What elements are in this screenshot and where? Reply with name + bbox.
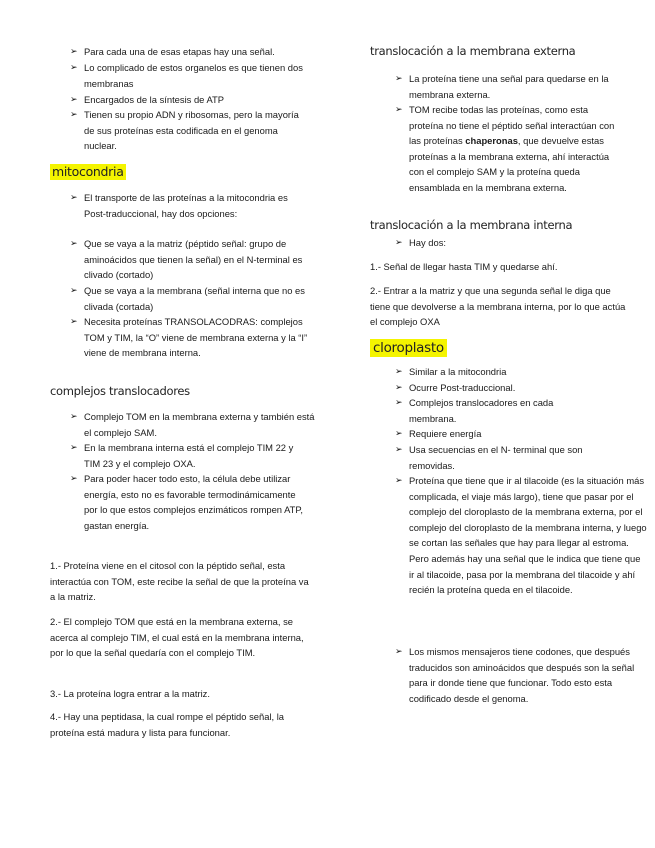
list-item: ➢ Los mismos mensajeros tiene codones, que después traducidos son aminoácidos que después son la señal para ir donde tiene que funcionar. Todo esto esta codificado desde el genoma. (395, 644, 635, 706)
list-item: ➢ Que se vaya a la membrana (señal interna que no es clivada (cortada) (70, 283, 310, 314)
list-item: ➢ El transporte de las proteínas a la mitocondria es Post-traduccional, hay dos opciones: (70, 190, 302, 221)
step-paragraph: 1.- Proteína viene en el citosol con la péptido señal, esta interactúa con TOM, este recibe la señal de que la proteína va a la matriz. (50, 560, 309, 603)
list-item: ➢ Tienen su propio ADN y ribosomas, pero la mayoría de sus proteínas esta codificada en el genoma nuclear. (70, 107, 310, 154)
list-item: ➢ Lo complicado de estos organelos es que tienen dos membranas (70, 60, 310, 91)
arrow-bullet-icon: ➢ (70, 285, 78, 295)
arrow-bullet-icon: ➢ (70, 62, 78, 72)
arrow-bullet-icon: ➢ (70, 109, 78, 119)
list-item: ➢ Ocurre Post-traduccional. (395, 380, 625, 396)
list-item: ➢ TOM recibe todas las proteínas, como esta proteína no tiene el péptido señal interactúan con las proteínas chaperonas, que devuelve estas proteínas a la membrana externa, ahí interactúa con el complejo SAM y la proteína queda ensamblada en la membrana externa. (395, 102, 625, 196)
step-paragraph: 1.- Señal de llegar hasta TIM y quedarse ahí. (370, 261, 558, 272)
arrow-bullet-icon: ➢ (70, 316, 78, 326)
step-paragraph: 4.- Hay una peptidasa, la cual rompe el péptido señal, la proteína está madura y lista para funcionar. (50, 711, 284, 738)
section-heading-interna: translocación a la membrana interna (370, 218, 573, 232)
step-paragraph: 2.- Entrar a la matriz y que una segunda señal le diga que tiene que devolverse a la membrana interna, por lo que actúa el complejo OXA (370, 285, 626, 328)
arrow-bullet-icon: ➢ (70, 442, 78, 452)
list-item: ➢ En la membrana interna está el complejo TIM 22 y TIM 23 y el complejo OXA. (70, 440, 310, 471)
arrow-bullet-icon: ➢ (70, 192, 78, 202)
step-paragraph: 3.- La proteína logra entrar a la matriz. (50, 688, 210, 699)
section-heading-cloroplasto: cloroplasto (370, 339, 447, 357)
section-heading-externa: translocación a la membrana externa (370, 44, 576, 58)
arrow-bullet-icon: ➢ (70, 411, 78, 421)
list-item: ➢ Encargados de la síntesis de ATP (70, 92, 320, 108)
arrow-bullet-icon: ➢ (395, 646, 403, 656)
arrow-bullet-icon: ➢ (70, 473, 78, 483)
arrow-bullet-icon: ➢ (395, 73, 403, 83)
list-item: ➢ Requiere energía (395, 426, 625, 442)
list-item: ➢ Complejo TOM en la membrana externa y también está el complejo SAM. (70, 409, 320, 440)
section-heading-complejos: complejos translocadores (50, 384, 190, 398)
list-item: ➢ Usa secuencias en el N- terminal que son removidas. (395, 442, 625, 473)
arrow-bullet-icon: ➢ (395, 382, 403, 392)
arrow-bullet-icon: ➢ (70, 238, 78, 248)
list-item: ➢ Necesita proteínas TRANSOLACODRAS: complejos TOM y TIM, la “O” viene de membrana externa y la “I” viene de membrana interna. (70, 314, 310, 361)
arrow-bullet-icon: ➢ (395, 104, 403, 114)
list-item: ➢ Similar a la mitocondria (395, 364, 625, 380)
arrow-bullet-icon: ➢ (395, 237, 403, 247)
arrow-bullet-icon: ➢ (395, 366, 403, 376)
list-item: ➢ Complejos translocadores en cada membrana. (395, 395, 600, 426)
list-item: ➢ Hay dos: (395, 235, 625, 251)
list-item: ➢ Para poder hacer todo esto, la célula debe utilizar energía, esto no es favorable termodinámicamente por lo que estos complejos enzimáticos rompen ATP, gastan energía. (70, 471, 310, 533)
list-item: ➢ Para cada una de esas etapas hay una señal. (70, 44, 320, 60)
list-item: ➢ Proteína que tiene que ir al tilacoide (es la situación más complicada, el viaje más largo), tiene que pasar por el complejo del cloroplasto de la membrana externa, por el complejo del cloroplasto de la membrana interna, y luego se cortan las señales que hay para llegar al estroma. Pero además hay una señal que le indica que tiene que ir al tilacoide, pasa por la membrana del tilacoide y ahí recién la proteína queda en el tilacoide. (395, 473, 647, 598)
arrow-bullet-icon: ➢ (395, 428, 403, 438)
section-heading-mitocondria: mitocondria (52, 164, 124, 179)
arrow-bullet-icon: ➢ (70, 94, 78, 104)
arrow-bullet-icon: ➢ (395, 397, 403, 407)
arrow-bullet-icon: ➢ (395, 475, 403, 485)
step-paragraph: 2.- El complejo TOM que está en la membrana externa, se acerca al complejo TIM, el cual está en la membrana interna, por lo que la señal quedaría con el complejo TIM. (50, 616, 304, 659)
list-item: ➢ Que se vaya a la matriz (péptido señal: grupo de aminoácidos que tienen la señal) en el N-terminal es clivado (cortado) (70, 236, 310, 283)
arrow-bullet-icon: ➢ (395, 444, 403, 454)
arrow-bullet-icon: ➢ (70, 46, 78, 56)
list-item: ➢ La proteína tiene una señal para quedarse en la membrana externa. (395, 71, 625, 102)
